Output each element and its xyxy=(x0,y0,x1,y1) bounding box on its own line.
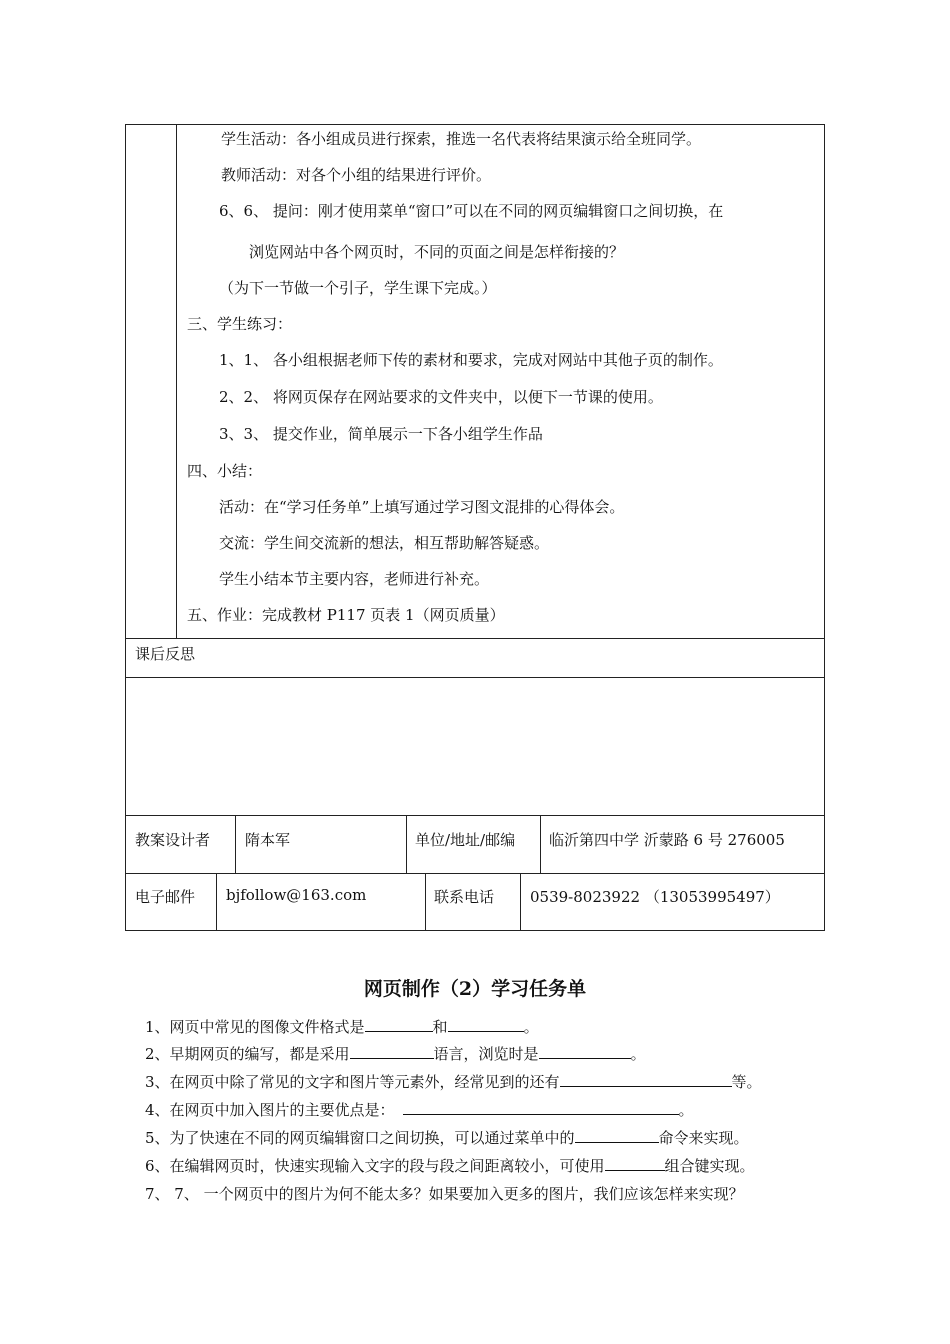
row-divider-reflection xyxy=(125,638,825,639)
exercise-1: 1、1、 各小组根据老师下传的素材和要求，完成对网站中其他子页的制作。 xyxy=(219,351,723,369)
teacher-activity: 教师活动：对各个小组的结果进行评价。 xyxy=(221,166,492,184)
q3-text-a: 3、在网页中除了常见的文字和图片等元素外，经常见到的还有 xyxy=(145,1073,560,1091)
task-question-2 xyxy=(145,1043,646,1064)
question-6-line2: 浏览网站中各个网页时，不同的页面之间是怎样衔接的？ xyxy=(249,243,625,261)
unit-label: 单位/地址/邮编 xyxy=(415,831,516,849)
designer-label: 教案设计者 xyxy=(135,831,211,849)
q1-text-c: 。 xyxy=(523,1018,539,1036)
q1-blank-2[interactable] xyxy=(448,1017,524,1032)
row-divider-designer xyxy=(125,815,825,816)
summary-exchange: 交流：学生间交流新的想法，相互帮助解答疑惑。 xyxy=(219,534,550,552)
q2-blank-1[interactable] xyxy=(350,1044,434,1059)
table-left-border xyxy=(125,124,126,930)
reflection-label: 课后反思 xyxy=(135,645,196,663)
row-divider-email xyxy=(125,873,825,874)
email-col-3 xyxy=(520,873,521,930)
q4-text-a: 4、在网页中加入图片的主要优点是： xyxy=(145,1101,395,1119)
q2-blank-2[interactable] xyxy=(539,1044,631,1059)
unit-value: 临沂第四中学 沂蒙路 6 号 276005 xyxy=(549,831,785,849)
phone-value: 0539-8023922 （13053995497） xyxy=(530,888,780,906)
email-label: 电子邮件 xyxy=(135,888,196,906)
row-divider-reflection-body xyxy=(125,677,825,678)
section-5-homework: 五、作业：完成教材 P117 页表 1（网页质量） xyxy=(187,606,505,624)
designer-col-2 xyxy=(406,815,407,873)
q6-text-a: 6、在编辑网页时，快速实现输入文字的段与段之间距离较小，可使用 xyxy=(145,1157,605,1175)
email-value: bjfollow@163.com xyxy=(226,886,367,904)
q1-text-a: 1、网页中常见的图像文件格式是 xyxy=(145,1018,365,1036)
q3-text-b: 等。 xyxy=(731,1073,762,1091)
task-question-5 xyxy=(145,1127,749,1148)
section-4-heading: 四、小结： xyxy=(187,462,263,480)
q1-text-b: 和 xyxy=(432,1018,448,1036)
designer-col-3 xyxy=(540,815,541,873)
q2-text-c: 。 xyxy=(630,1045,646,1063)
q3-blank-1[interactable] xyxy=(560,1072,732,1087)
question-6-line1: 6、6、 提问：刚才使用菜单“窗口”可以在不同的网页编辑窗口之间切换，在 xyxy=(219,202,724,220)
exercise-2: 2、2、 将网页保存在网站要求的文件夹中，以便下一节课的使用。 xyxy=(219,388,663,406)
task-question-4 xyxy=(145,1099,694,1120)
q5-text-a: 5、为了快速在不同的网页编辑窗口之间切换，可以通过菜单中的 xyxy=(145,1129,575,1147)
q2-text-b: 语言，浏览时是 xyxy=(433,1045,539,1063)
q4-text-b: 。 xyxy=(678,1101,694,1119)
email-col-1 xyxy=(216,873,217,930)
q5-blank-1[interactable] xyxy=(575,1128,659,1143)
email-col-2 xyxy=(425,873,426,930)
task-question-6 xyxy=(145,1155,755,1176)
designer-col-1 xyxy=(235,815,236,873)
q2-text-a: 2、早期网页的编写，都是采用 xyxy=(145,1045,350,1063)
phone-label: 联系电话 xyxy=(434,888,495,906)
task-question-7: 7、 7、 一个网页中的图片为何不能太多？如果要加入更多的图片，我们应该怎样来实现？ xyxy=(145,1185,744,1203)
table-bottom-border xyxy=(125,930,825,931)
table-top-border xyxy=(125,124,825,125)
table-right-border xyxy=(824,124,825,930)
section-3-heading: 三、学生练习： xyxy=(187,315,293,333)
lesson-left-column-border xyxy=(176,124,177,638)
q6-text-b: 组合键实现。 xyxy=(664,1157,755,1175)
q1-blank-1[interactable] xyxy=(365,1017,433,1032)
task-sheet-title: 网页制作（2）学习任务单 xyxy=(363,978,587,1000)
summary-review: 学生小结本节主要内容，老师进行补充。 xyxy=(219,570,490,588)
exercise-3: 3、3、 提交作业，简单展示一下各小组学生作品 xyxy=(219,425,543,443)
question-6-note: （为下一节做一个引子，学生课下完成。） xyxy=(219,279,497,297)
q5-text-b: 命令来实现。 xyxy=(658,1129,749,1147)
q6-blank-1[interactable] xyxy=(605,1156,665,1171)
student-activity: 学生活动：各小组成员进行探索，推选一名代表将结果演示给全班同学。 xyxy=(221,130,702,148)
task-question-1 xyxy=(145,1016,539,1037)
task-question-3 xyxy=(145,1071,762,1092)
summary-activity: 活动：在“学习任务单”上填写通过学习图文混排的心得体会。 xyxy=(219,498,625,516)
q4-blank-1[interactable] xyxy=(403,1100,679,1115)
designer-value: 隋本军 xyxy=(245,831,291,849)
